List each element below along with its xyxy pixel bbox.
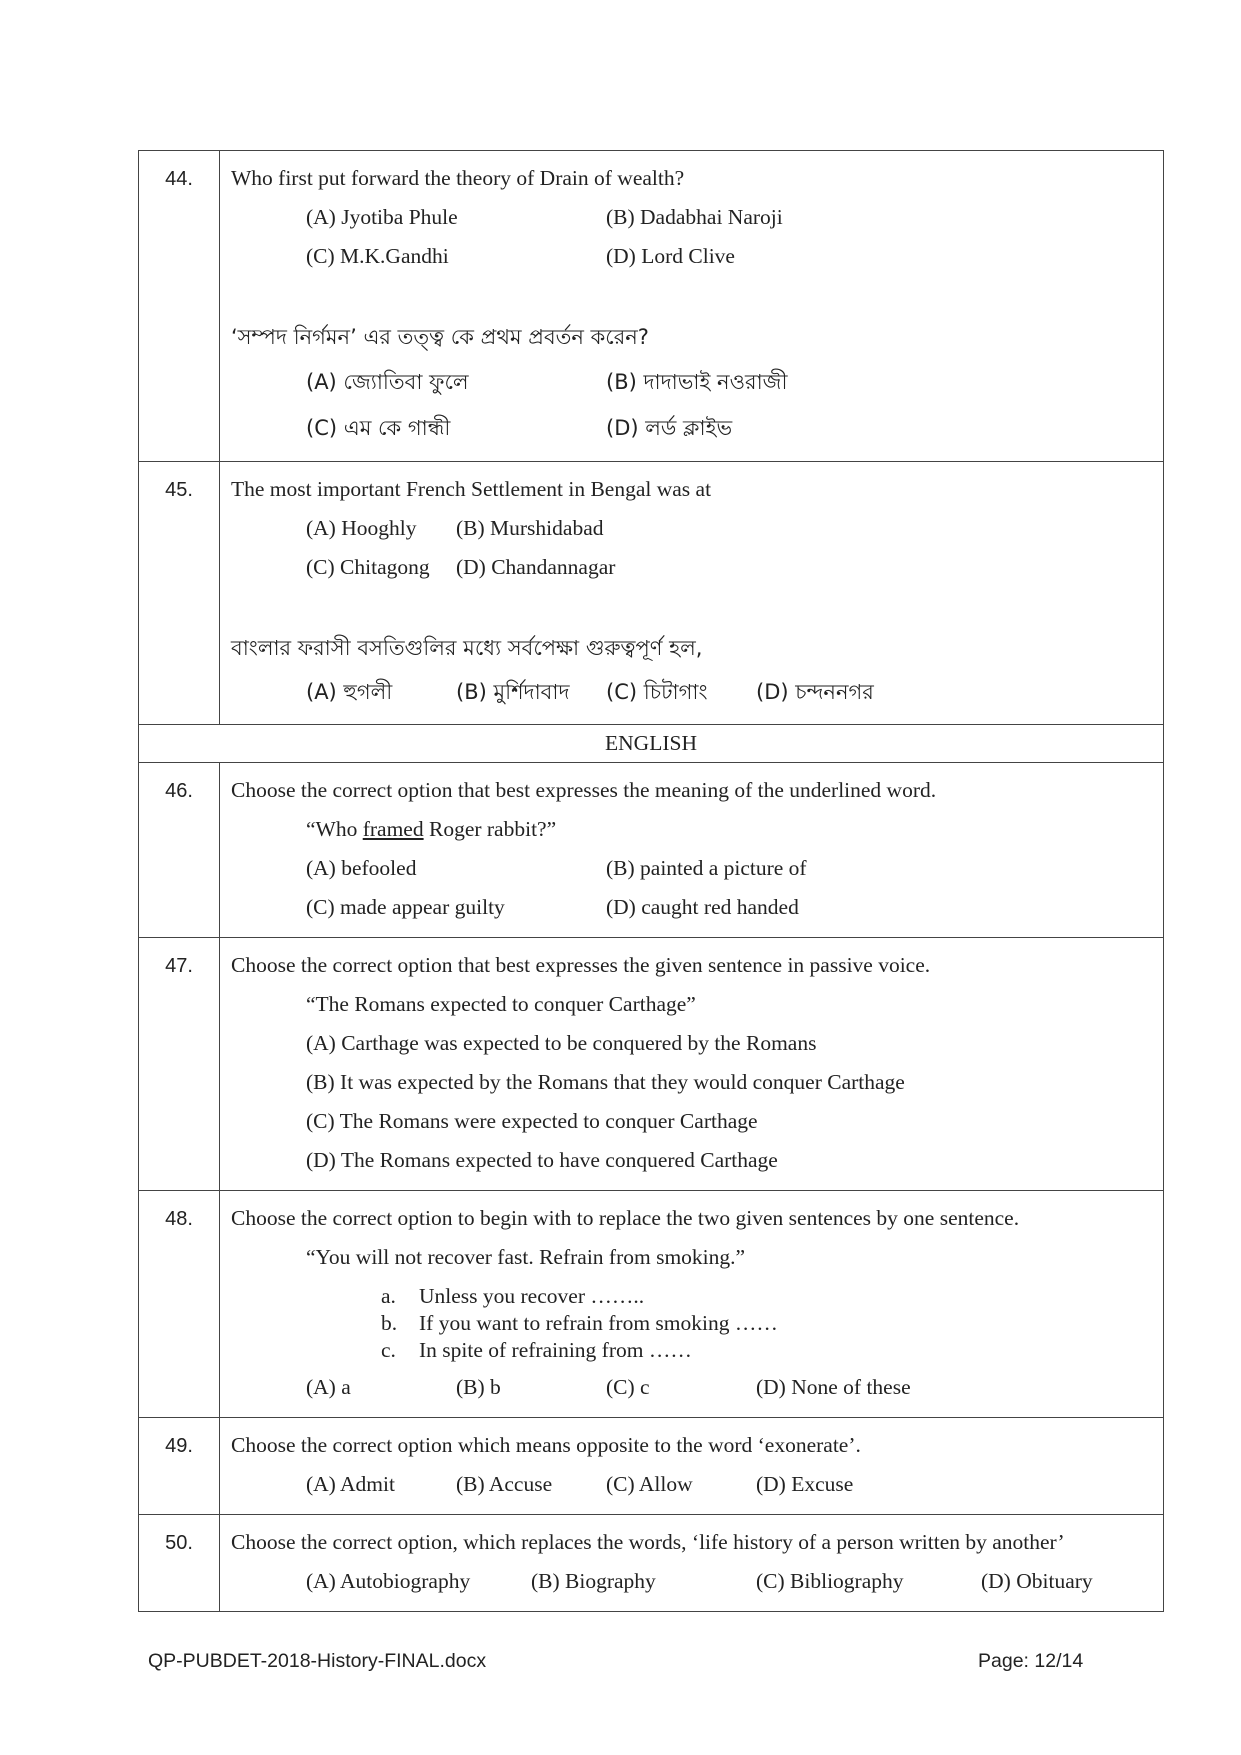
option-b-bn: (B) দাদাভাই নওরাজী <box>606 369 788 394</box>
option-b: (B) Biography <box>531 1569 656 1593</box>
option-b: (B) Accuse <box>456 1472 553 1496</box>
question-47 <box>139 938 1164 1191</box>
option-b: (B) Murshidabad <box>456 516 604 540</box>
question-number: 50. <box>139 1515 220 1612</box>
question-50 <box>139 1515 1164 1612</box>
question-number: 44. <box>139 151 220 462</box>
option-a: (A) Autobiography <box>306 1569 471 1593</box>
option-c: (C) Allow <box>606 1472 693 1496</box>
option-b: (B) It was expected by the Romans that they would conquer Carthage <box>306 1070 905 1094</box>
sub-option: c. In spite of refraining from …… <box>381 1338 692 1362</box>
option-a: (A) Carthage was expected to be conquered by the Romans <box>306 1031 817 1055</box>
section-header <box>139 725 1164 763</box>
question-stem: Choose the correct option which means opposite to the word ‘exonerate’. <box>231 1433 861 1457</box>
question-table <box>138 150 1164 1612</box>
option-a-bn: (A) হুগলী <box>306 679 393 704</box>
option-d: (D) caught red handed <box>606 895 799 919</box>
option-d: (D) Lord Clive <box>606 244 735 268</box>
footer-page-number: Page: 12/14 <box>978 1650 1084 1672</box>
question-number: 48. <box>139 1191 220 1418</box>
option-b-bn: (B) মুর্শিদাবাদ <box>456 679 570 704</box>
option-c: (C) c <box>606 1375 650 1399</box>
option-a: (A) a <box>306 1375 351 1399</box>
option-c: (C) made appear guilty <box>306 895 505 919</box>
question-44 <box>139 151 1164 462</box>
question-number: 47. <box>139 938 220 1191</box>
section-title: ENGLISH <box>139 725 1164 763</box>
option-a: (A) befooled <box>306 856 417 880</box>
sub-option: a. Unless you recover …….. <box>381 1284 645 1308</box>
option-d: (D) Excuse <box>756 1472 854 1496</box>
option-d: (D) Obituary <box>981 1569 1093 1593</box>
question-stem-bn: বাংলার ফরাসী বসতিগুলির মধ্যে সর্বপেক্ষা গুরুত্বপূর্ণ হল, <box>231 636 703 660</box>
question-stem: Choose the correct option that best expresses the given sentence in passive voice. <box>231 953 931 977</box>
question-number: 45. <box>139 462 220 725</box>
question-quote: “The Romans expected to conquer Carthage” <box>306 992 696 1016</box>
question-stem-en: Who first put forward the theory of Drain of wealth? <box>231 166 685 190</box>
option-d: (D) Chandannagar <box>456 555 616 579</box>
question-quote: “Who framed Roger rabbit?” <box>306 817 557 841</box>
option-d: (D) The Romans expected to have conquered Carthage <box>306 1148 778 1172</box>
option-a-bn: (A) জ্যোতিবা ফুলে <box>306 369 469 394</box>
underlined-word: framed <box>362 817 424 841</box>
question-45 <box>139 462 1164 725</box>
option-c-bn: (C) চিটাগাং <box>606 679 708 704</box>
question-stem: Choose the correct option that best expresses the meaning of the underlined word. <box>231 778 937 802</box>
sub-option: b. If you want to refrain from smoking …… <box>381 1311 778 1335</box>
question-number: 49. <box>139 1418 220 1515</box>
question-stem-en: The most important French Settlement in Bengal was at <box>231 477 712 501</box>
option-b: (B) b <box>456 1375 501 1399</box>
question-stem: Choose the correct option, which replaces the words, ‘life history of a person written by another’ <box>231 1530 1065 1554</box>
footer-filename: QP-PUBDET-2018-History-FINAL.docx <box>148 1650 487 1672</box>
question-46 <box>139 763 1164 938</box>
question-49 <box>139 1418 1164 1515</box>
option-c: (C) M.K.Gandhi <box>306 244 449 268</box>
question-stem: Choose the correct option to begin with to replace the two given sentences by one sentence. <box>231 1206 1020 1230</box>
option-c: (C) The Romans were expected to conquer Carthage <box>306 1109 758 1133</box>
option-a: (A) Hooghly <box>306 516 417 540</box>
option-a: (A) Admit <box>306 1472 395 1496</box>
option-d-bn: (D) চন্দননগর <box>756 679 874 704</box>
option-b: (B) Dadabhai Naroji <box>606 205 783 229</box>
option-b: (B) painted a picture of <box>606 856 807 880</box>
option-c: (C) Bibliography <box>756 1569 904 1593</box>
option-a: (A) Jyotiba Phule <box>306 205 458 229</box>
option-d: (D) None of these <box>756 1375 911 1399</box>
question-quote: “You will not recover fast. Refrain from smoking.” <box>306 1245 746 1269</box>
option-c-bn: (C) এম কে গান্ধী <box>306 415 451 440</box>
question-number: 46. <box>139 763 220 938</box>
option-c: (C) Chitagong <box>306 555 430 579</box>
question-stem-bn: ‘সম্পদ নির্গমন’ এর তত্ত্ব কে প্রথম প্রবর্তন করেন? <box>231 325 649 349</box>
question-48 <box>139 1191 1164 1418</box>
sub-options <box>381 1277 1153 1368</box>
option-d-bn: (D) লর্ড ক্লাইভ <box>606 415 733 440</box>
